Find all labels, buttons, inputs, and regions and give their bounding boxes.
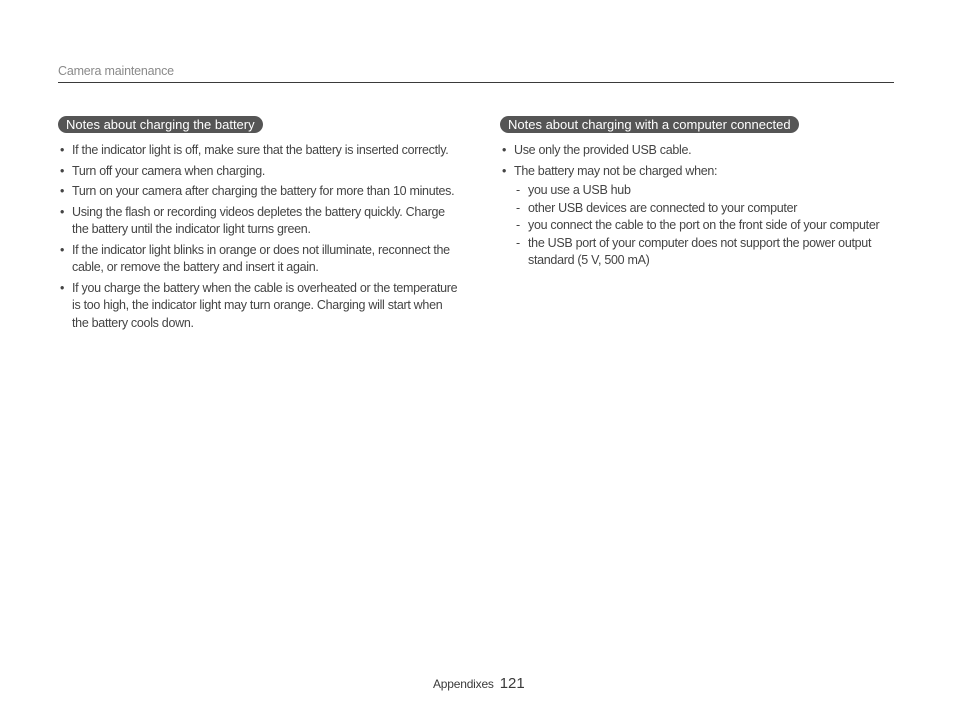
left-heading: Notes about charging the battery (58, 116, 263, 133)
sub-list-item: - you use a USB hub (514, 182, 900, 200)
right-heading: Notes about charging with a computer connected (500, 116, 799, 133)
list-item-text: The battery may not be charged when: (514, 163, 718, 178)
page-number: 121 (499, 675, 525, 692)
sub-list-item: - other USB devices are connected to your computer (514, 200, 900, 218)
sub-list-item: - the USB port of your computer does not support the power output standard (5 V, 500 mA) (514, 235, 900, 270)
list-item: • Turn off your camera when charging. (58, 163, 458, 181)
right-bullet-list (500, 142, 900, 270)
list-item: • If you charge the battery when the cable is overheated or the temperature is too high, the indicator light may turn orange. Charging will start when the battery cools down. (58, 280, 458, 333)
left-bullet-list (58, 142, 458, 332)
page-footer (433, 675, 525, 693)
page-header (58, 62, 894, 83)
left-column (58, 116, 458, 335)
list-item: • Using the flash or recording videos depletes the battery quickly. Charge the battery until the indicator light turns green. (58, 204, 458, 239)
footer-section: Appendixes (433, 677, 494, 691)
sub-list-item: - you connect the cable to the port on the front side of your computer (514, 217, 900, 235)
list-item: • If the indicator light is off, make sure that the battery is inserted correctly. (58, 142, 458, 160)
section-title: Camera maintenance (58, 64, 174, 78)
list-item: • Use only the provided USB cable. (500, 142, 900, 160)
sub-list (514, 182, 900, 270)
list-item (500, 163, 900, 270)
right-column (500, 116, 900, 273)
list-item: • If the indicator light blinks in orange or does not illuminate, reconnect the cable, or remove the battery and insert it again. (58, 242, 458, 277)
list-item: • Turn on your camera after charging the battery for more than 10 minutes. (58, 183, 458, 201)
